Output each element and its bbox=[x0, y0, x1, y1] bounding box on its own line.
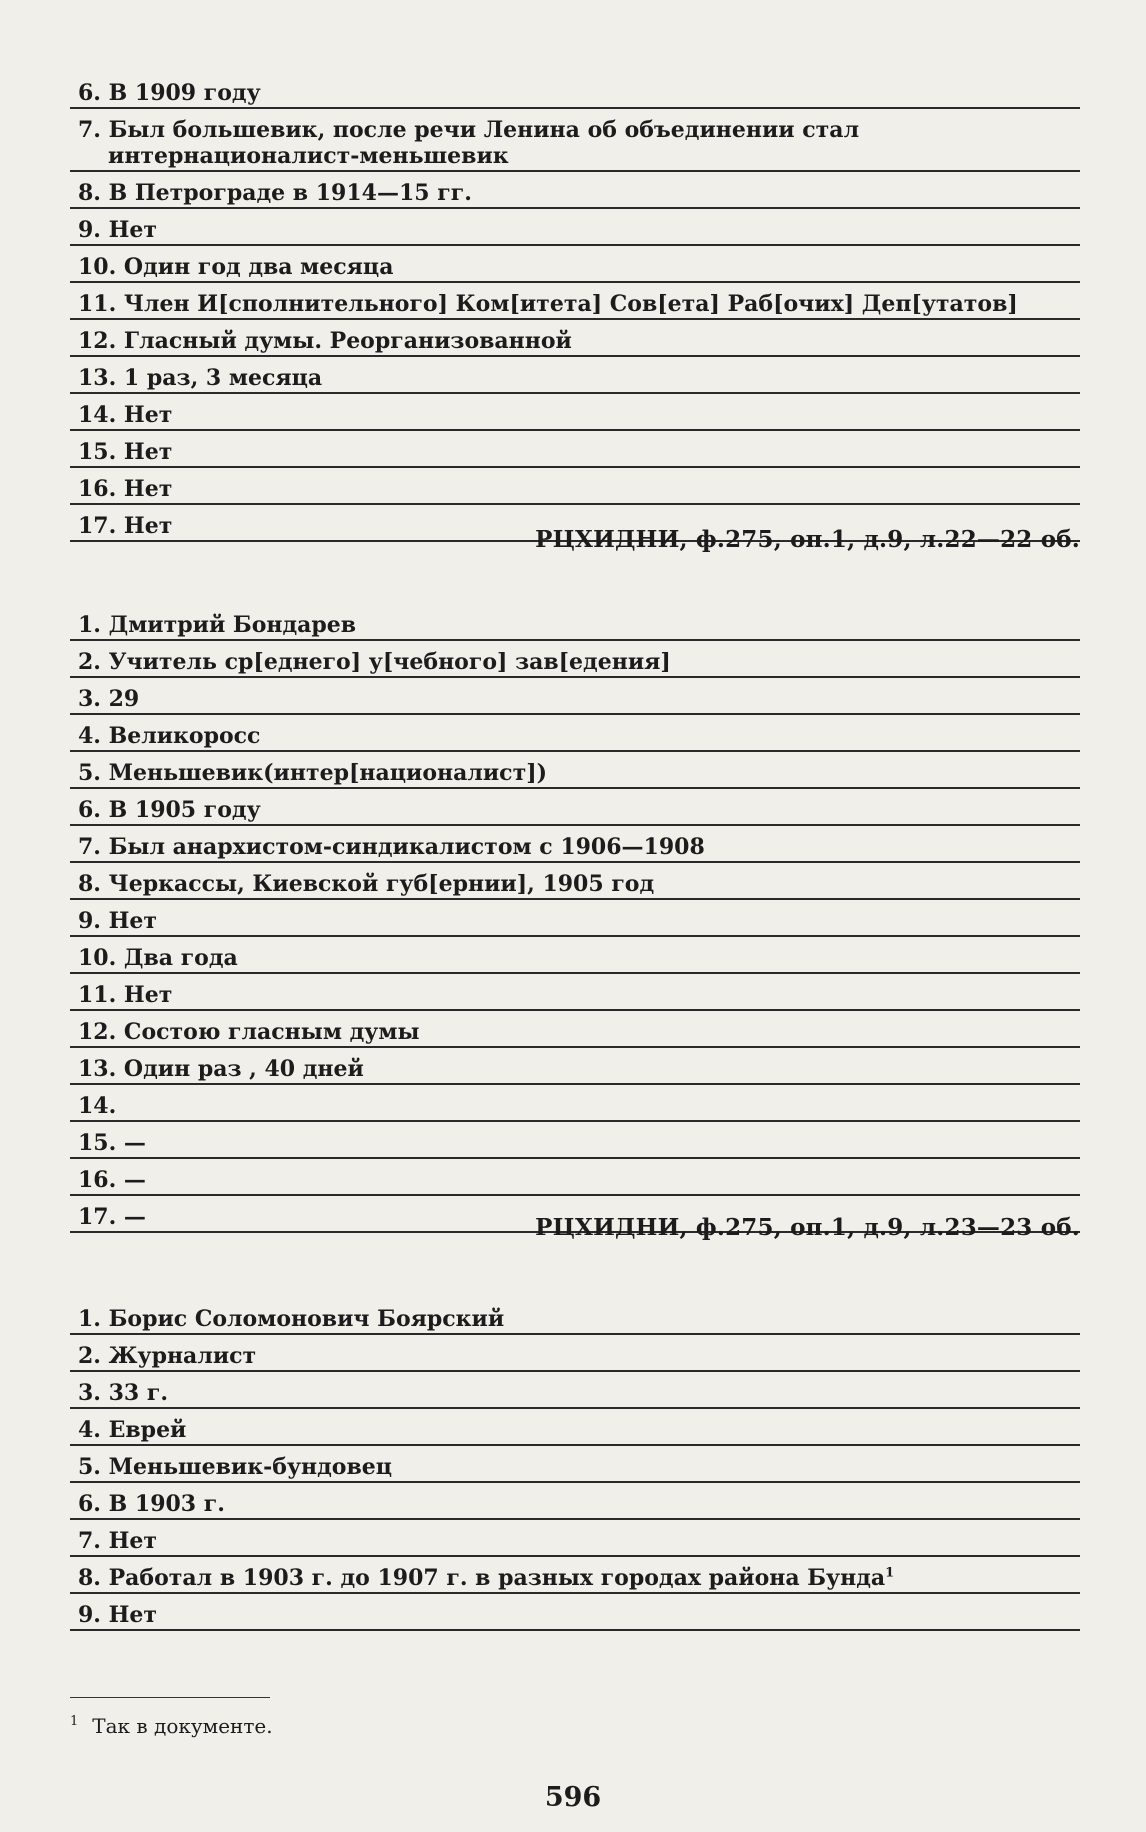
answer-line: 2. Журналист bbox=[70, 1335, 1080, 1372]
answer-line: 4. Великоросс bbox=[70, 715, 1080, 752]
answer-line: 16. Нет bbox=[70, 468, 1080, 505]
answer-line: 1. Борис Соломонович Боярский bbox=[70, 1298, 1080, 1335]
archive-source-1: РЦХИДНИ, ф.275, оп.1, д.9, л.22—22 об. bbox=[535, 526, 1080, 553]
answer-line: 13. Один раз , 40 дней bbox=[70, 1048, 1080, 1085]
answer-line: 9. Нет bbox=[70, 209, 1080, 246]
footnote-mark: 1 bbox=[70, 1714, 79, 1730]
answer-line: 10. Один год два месяца bbox=[70, 246, 1080, 283]
footnote bbox=[70, 1697, 273, 1738]
answer-line: 12. Гласный думы. Реорганизованной bbox=[70, 320, 1080, 357]
page-number: 596 bbox=[544, 1782, 602, 1813]
answer-line: 13. 1 раз, 3 месяца bbox=[70, 357, 1080, 394]
answer-line: 6. В 1905 году bbox=[70, 789, 1080, 826]
answer-line: 17. — bbox=[70, 1196, 1080, 1233]
footnote-ref: 1 bbox=[885, 1565, 895, 1581]
answer-line: 5. Меньшевик(интер[националист]) bbox=[70, 752, 1080, 789]
archive-source-2: РЦХИДНИ, ф.275, оп.1, д.9, л.23—23 об. bbox=[535, 1214, 1080, 1241]
answer-line: 14. bbox=[70, 1085, 1080, 1122]
questionnaire-block-2 bbox=[70, 604, 1080, 1233]
answer-line: 8. Работал в 1903 г. до 1907 г. в разных городах района Бунда$^1$ bbox=[70, 1557, 1080, 1594]
answer-line: 15. — bbox=[70, 1122, 1080, 1159]
answer-line: 8. В Петрограде в 1914—15 гг. bbox=[70, 172, 1080, 209]
answer-line: 11. Нет bbox=[70, 974, 1080, 1011]
answer-line: 7. Был большевик, после речи Ленина об объединении стал интернационалист-меньшевик bbox=[70, 109, 1080, 172]
footnote-text: Так в документе. bbox=[92, 1714, 273, 1738]
answer-line: 11. Член И[сполнительного] Ком[итета] Сов[ета] Раб[очих] Деп[утатов] bbox=[70, 283, 1080, 320]
answer-line: 2. Учитель ср[еднего] у[чебного] зав[едения] bbox=[70, 641, 1080, 678]
answer-line: 12. Состою гласным думы bbox=[70, 1011, 1080, 1048]
answer-line: 8. Черкассы, Киевской губ[ернии], 1905 год bbox=[70, 863, 1080, 900]
questionnaire-block-1 bbox=[70, 72, 1080, 542]
answer-line: 16. — bbox=[70, 1159, 1080, 1196]
answer-line: 9. Нет bbox=[70, 900, 1080, 937]
answer-line: 7. Был анархистом-синдикалистом с 1906—1908 bbox=[70, 826, 1080, 863]
answer-line: 3. 33 г. bbox=[70, 1372, 1080, 1409]
answer-line: 1. Дмитрий Бондарев bbox=[70, 604, 1080, 641]
answer-line: 9. Нет bbox=[70, 1594, 1080, 1631]
answer-line: 14. Нет bbox=[70, 394, 1080, 431]
answer-line: 10. Два года bbox=[70, 937, 1080, 974]
answer-line: 4. Еврей bbox=[70, 1409, 1080, 1446]
questionnaire-block-3 bbox=[70, 1298, 1080, 1631]
answer-line: 6. В 1909 году bbox=[70, 72, 1080, 109]
answer-line: 17. Нет bbox=[70, 505, 1080, 542]
answer-line: 5. Меньшевик-бундовец bbox=[70, 1446, 1080, 1483]
answer-line: 3. 29 bbox=[70, 678, 1080, 715]
answer-line: 15. Нет bbox=[70, 431, 1080, 468]
answer-line: 6. В 1903 г. bbox=[70, 1483, 1080, 1520]
footnote-rule bbox=[70, 1697, 270, 1698]
answer-line: 7. Нет bbox=[70, 1520, 1080, 1557]
